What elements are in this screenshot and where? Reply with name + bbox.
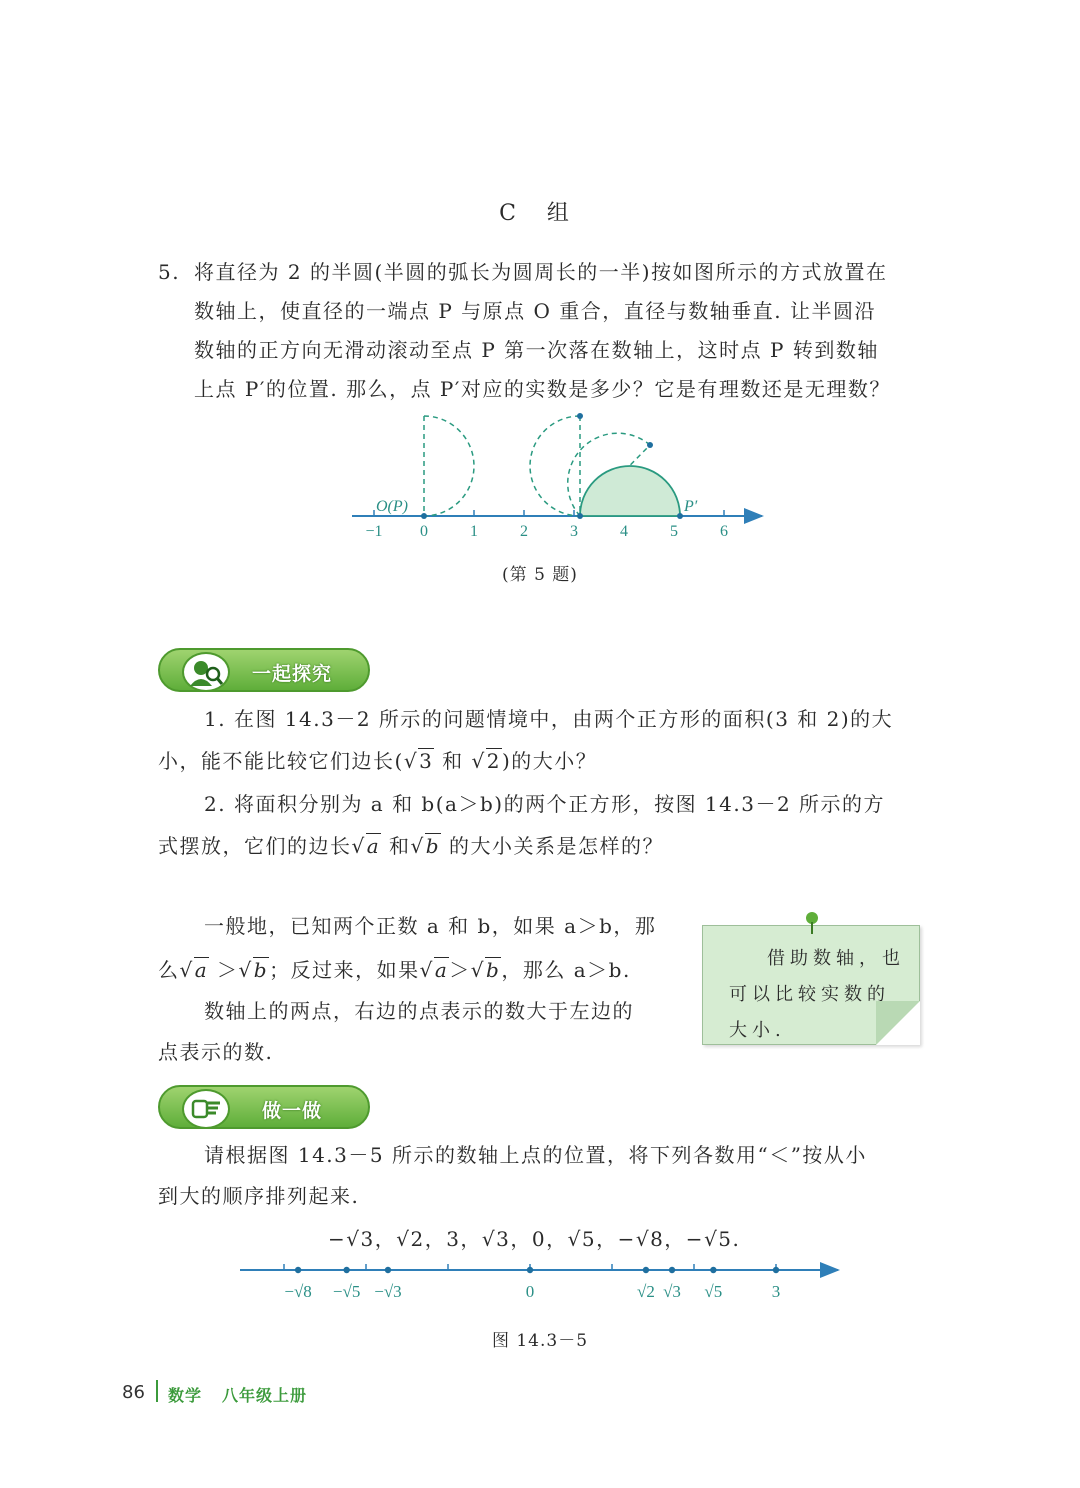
axis-point-label: √2 — [637, 1282, 655, 1301]
tick-label: 6 — [720, 523, 728, 540]
doit-banner — [158, 1085, 370, 1129]
general-line4: 点表示的数. — [158, 1040, 274, 1064]
doit-line1: 请根据图 14.3－5 所示的数轴上点的位置，将下列各数用“＜”按从小 — [204, 1143, 867, 1167]
explore-q2-line2: 式摆放，它们的边长√a 和√b 的大小关系是怎样的？ — [158, 834, 664, 858]
tick-label: 1 — [470, 523, 478, 540]
real-number-axis — [230, 1255, 850, 1310]
tick-label: 2 — [520, 523, 528, 540]
explore-title: 一起探究 — [252, 663, 333, 685]
axis-point-label: 3 — [771, 1282, 781, 1301]
tick-label: 3 — [570, 523, 578, 540]
figure-caption-5: (第 5 题) — [502, 565, 578, 585]
note-line-2: 可以比较实数的 — [729, 984, 890, 1005]
explore-banner — [158, 648, 370, 692]
tick-label: 5 — [670, 523, 678, 540]
group-title: C 组 — [499, 201, 581, 226]
tick-label: 4 — [620, 523, 628, 540]
note-line-3: 大小. — [729, 1020, 786, 1041]
note-line-1: 借助数轴，也 — [767, 948, 905, 969]
axis-point-label: −√5 — [332, 1282, 361, 1301]
problem-line-4: 上点 P′的位置. 那么，点 P′对应的实数是多少？它是有理数还是无理数？ — [194, 377, 891, 401]
page-number: 86 — [122, 1382, 145, 1403]
axis-point — [669, 1267, 675, 1273]
tick-label: 0 — [420, 523, 428, 540]
axis-point-label: −√3 — [374, 1282, 402, 1301]
explore-q1-line1: 1. 在图 14.3－2 所示的问题情境中，由两个正方形的面积(3 和 2)的大 — [204, 707, 894, 731]
doit-title: 做一做 — [262, 1100, 323, 1122]
problem-number: 5. — [158, 260, 181, 284]
axis-point-label: 0 — [525, 1282, 535, 1301]
axis-point — [643, 1267, 649, 1273]
explore-icon — [182, 652, 230, 692]
general-line3: 数轴上的两点，右边的点表示的数大于左边的 — [204, 999, 634, 1023]
tick-label: −1 — [365, 523, 383, 540]
explore-q1-line2: 小，能不能比较它们边长(√3 和 √2)的大小？ — [158, 749, 598, 773]
figure-caption-14-3-5: 图 14.3－5 — [491, 1331, 589, 1351]
doit-line2: 到大的顺序排列起来. — [158, 1184, 360, 1208]
problem-line-2: 数轴上，使直径的一端点 P 与原点 O 重合，直径与数轴垂直. 让半圆沿 — [194, 299, 876, 323]
semicircle-roll-figure — [340, 408, 780, 548]
footer-subject: 数学 — [168, 1386, 203, 1405]
note-curl — [876, 1001, 920, 1045]
axis-point — [343, 1267, 349, 1273]
axis-point-label: √3 — [663, 1282, 681, 1301]
explore-q2-line1: 2. 将面积分别为 a 和 b(a＞b)的两个正方形，按图 14.3－2 所示的方 — [204, 792, 886, 816]
problem-line-3: 数轴的正方向无滑动滚动至点 P 第一次落在数轴上，这时点 P 转到数轴 — [194, 338, 879, 362]
hand-icon — [182, 1089, 230, 1129]
general-line2: 么√a ＞√b；反过来，如果√a＞√b，那么 a＞b. — [158, 958, 631, 982]
general-line1: 一般地，已知两个正数 a 和 b，如果 a＞b，那 — [204, 914, 657, 938]
pushpin-icon — [801, 910, 823, 936]
problem-line-1: 将直径为 2 的半圆(半圆的弧长为圆周长的一半)按如图所示的方式放置在 — [194, 260, 888, 284]
axis-point — [295, 1267, 301, 1273]
axis-point-label: √5 — [704, 1282, 723, 1301]
doit-numbers: −√3，√2，3，√3，0，√5，−√8，−√5. — [328, 1227, 741, 1251]
axis-point — [773, 1267, 779, 1273]
footer-book: 八年级上册 — [222, 1386, 308, 1405]
axis-point — [385, 1267, 391, 1273]
footer-divider — [156, 1380, 158, 1402]
axis-point-label: −√8 — [284, 1282, 312, 1301]
axis-point — [710, 1267, 716, 1273]
pprime-label: P′ — [684, 498, 698, 515]
origin-label: O(P) — [376, 498, 408, 515]
sticky-note — [702, 925, 920, 1045]
axis-point — [527, 1267, 533, 1273]
